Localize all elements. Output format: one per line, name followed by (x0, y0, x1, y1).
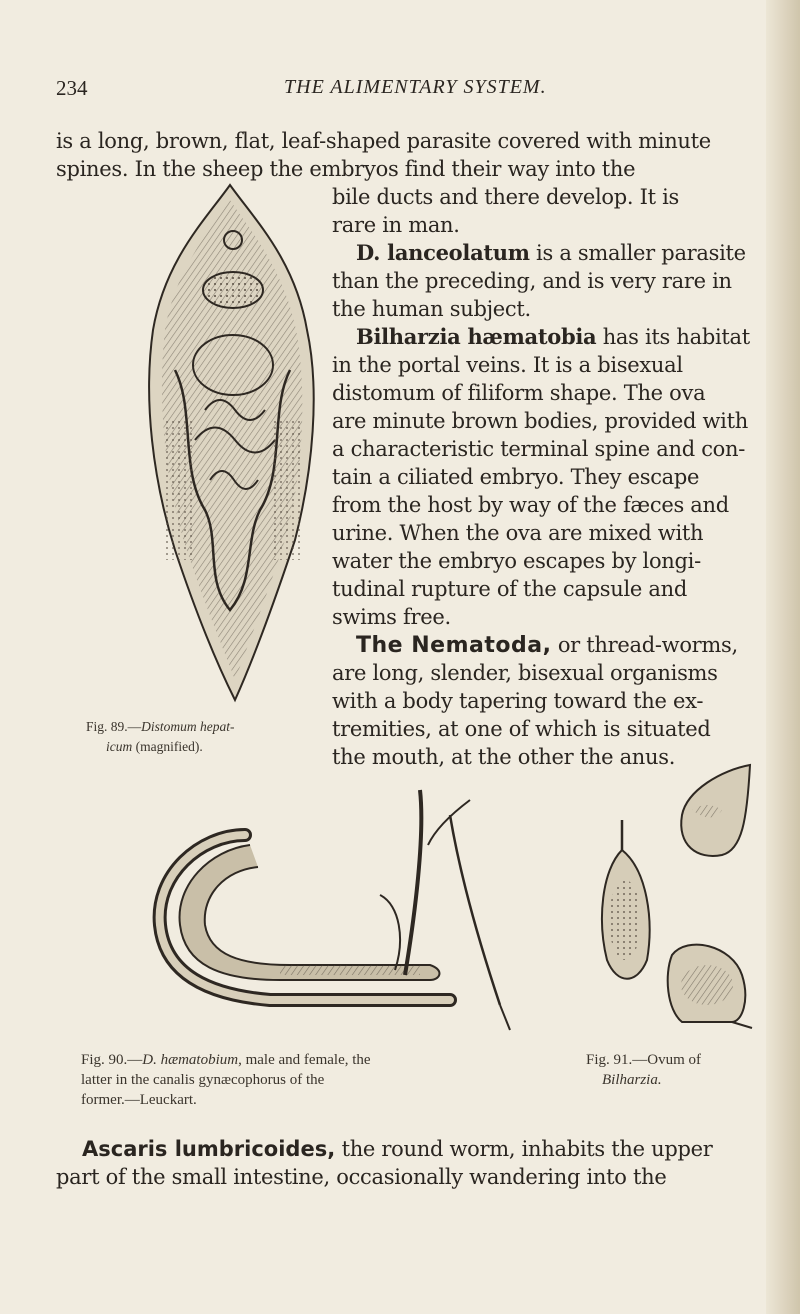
term-nematoda: The Nematoda, (356, 633, 552, 658)
fig90-caption-line2: latter in the canalis gynæcophorus of the (81, 1072, 325, 1088)
fig89-caption-line2: icum (magnified). (106, 739, 203, 754)
fig90-caption-line1: Fig. 90.—D. hæmatobium, male and female, the (81, 1052, 371, 1068)
body-line: the human subject. (332, 297, 531, 321)
body-line: is a long, brown, flat, leaf-shaped parasite covered with minute (56, 129, 711, 153)
body-line: Bilharzia hæmatobia has its habitat (356, 324, 750, 349)
term-bilharzia: Bilharzia hæmatobia (356, 324, 597, 349)
body-line: Ascaris lumbricoides, the round worm, inhabits the upper (82, 1137, 713, 1161)
fig91-caption-line1: Fig. 91.—Ovum of (586, 1052, 702, 1068)
body-line: urine. When the ova are mixed with (332, 521, 704, 545)
fig90-caption-line3: former.—Leuckart. (81, 1092, 197, 1108)
body-line: tudinal rupture of the capsule and (332, 577, 687, 601)
body-line: spines. In the sheep the embryos find their way into the (56, 157, 636, 181)
body-line: are minute brown bodies, provided with (332, 409, 748, 433)
fig90-schistosoma-illustration (150, 775, 560, 1040)
body-line: tain a ciliated embryo. They escape (332, 465, 700, 489)
term-d-lanceolatum: D. lanceolatum (356, 240, 530, 265)
body-line: part of the small intestine, occasionally wandering into the (56, 1165, 667, 1189)
fig91-caption-line2: Bilharzia. (602, 1072, 662, 1088)
fig89-distomum-illustration (135, 180, 325, 710)
body-line: The Nematoda, or thread-worms, (356, 633, 738, 658)
page-edge-shadow (766, 0, 800, 1314)
body-line: from the host by way of the fæces and (332, 493, 729, 517)
body-line: the mouth, at the other the anus. (332, 745, 676, 769)
body-line: swims free. (332, 605, 451, 629)
running-head (56, 76, 736, 106)
body-line: a characteristic terminal spine and con- (332, 437, 746, 461)
page-number: 234 (56, 76, 88, 100)
running-title: THE ALIMENTARY SYSTEM. (284, 76, 547, 98)
body-line: water the embryo escapes by longi- (332, 549, 701, 573)
body-line: with a body tapering toward the ex- (332, 689, 704, 713)
fig89-caption-line1: Fig. 89.—Distomum hepat- (86, 719, 235, 734)
body-line: than the preceding, and is very rare in (332, 269, 732, 293)
body-line: tremities, at one of which is situated (332, 717, 711, 741)
body-line: are long, slender, bisexual organisms (332, 661, 718, 685)
term-ascaris: Ascaris lumbricoides, (82, 1137, 336, 1161)
body-line: D. lanceolatum is a smaller parasite (356, 240, 746, 265)
body-line: in the portal veins. It is a bisexual (332, 353, 683, 377)
fig91-ovum-illustration (592, 760, 762, 1035)
body-line: rare in man. (332, 213, 460, 237)
body-line: bile ducts and there develop. It is (332, 185, 680, 209)
body-line: distomum of filiform shape. The ova (332, 381, 706, 405)
